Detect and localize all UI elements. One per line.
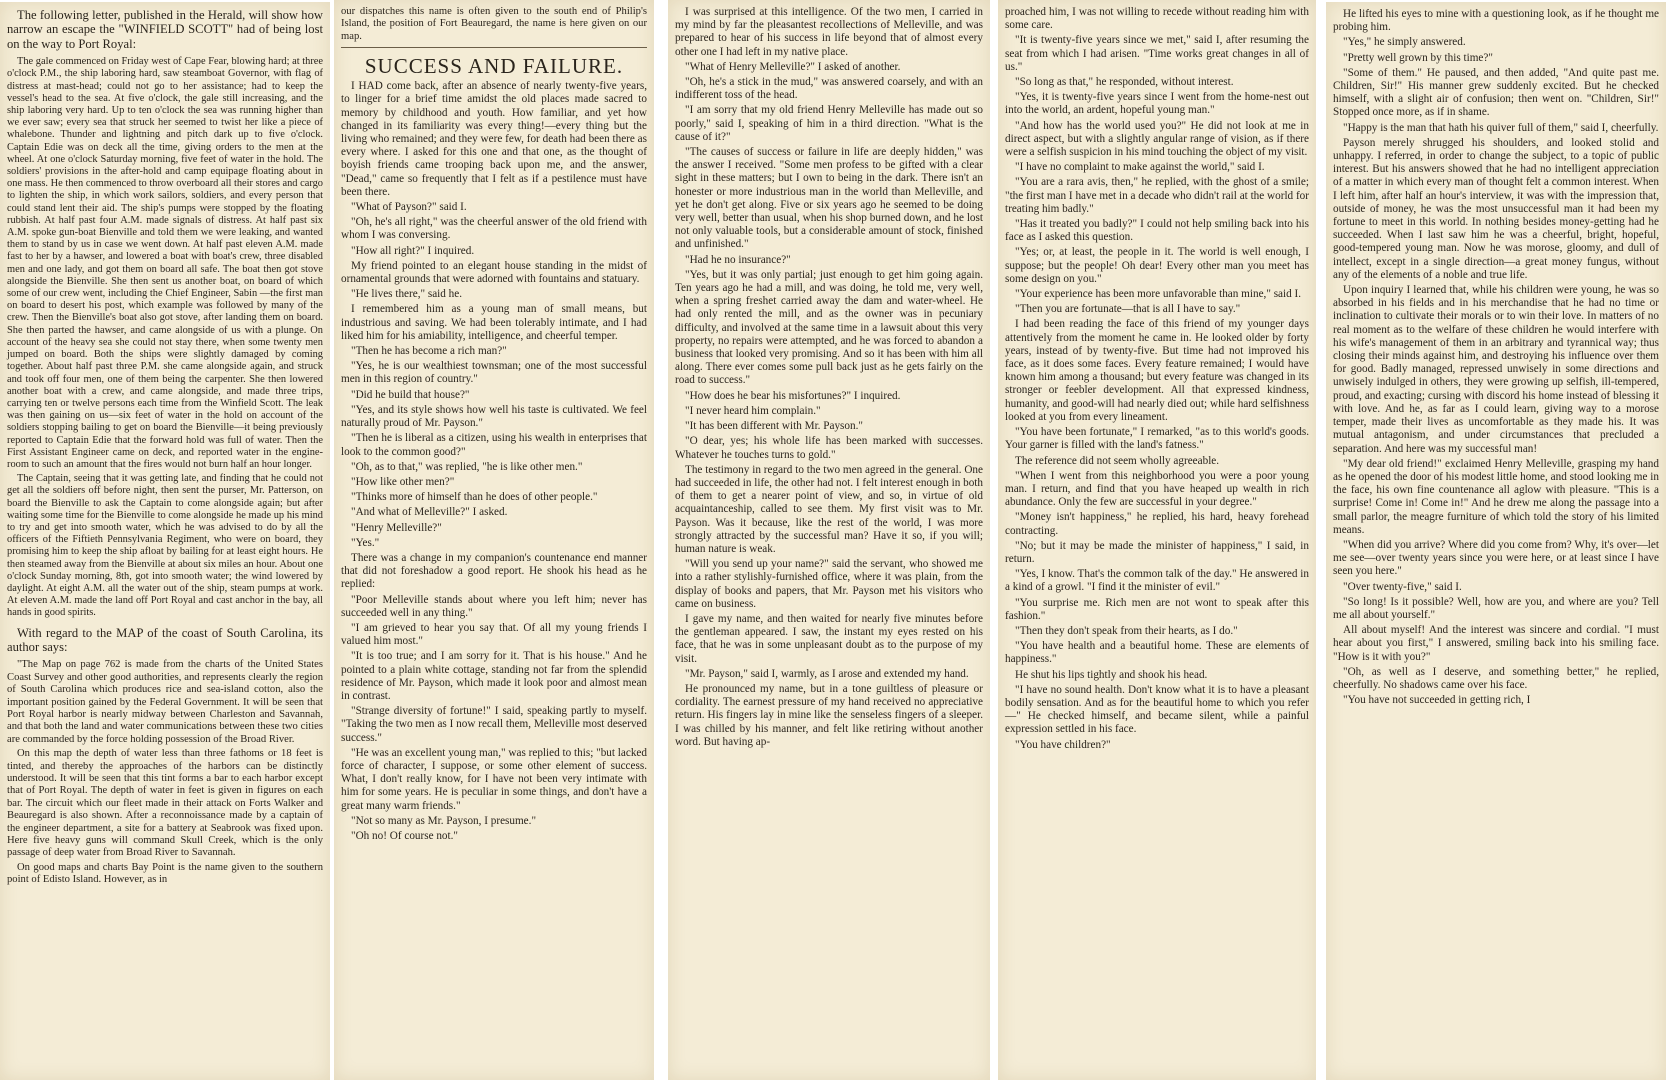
story-paragraph: "No; but it may be made the minister of happiness," I said, in return. <box>1005 539 1309 565</box>
story-paragraph: "You surprise me. Rich men are not wont to speak after this fashion." <box>1005 596 1309 622</box>
story-title: SUCCESS AND FAILURE. <box>364 54 624 79</box>
story-paragraph: "O dear, yes; his whole life has been marked with successes. Whatever he touches turns to gold." <box>675 435 983 461</box>
story-paragraph: "You have health and a beautiful home. These are elements of happiness." <box>1005 640 1309 666</box>
story-paragraph: "Yes, and its style shows how well his taste is cultivated. We feel naturally proud of Mr. Payson." <box>341 403 647 430</box>
story-paragraph: "You are a rara avis, then," he replied, with the ghost of a smile; "the first man I have met in a decade who didn't rail at the world for treating him badly." <box>1005 176 1309 215</box>
story-paragraph: "Pretty well grown by this time?" <box>1343 51 1493 64</box>
story-paragraph: "Over twenty-five," said I. <box>1343 580 1462 593</box>
story-paragraph: "I am sorry that my old friend Henry Melleville has made out so poorly," said I, speaking of him in a third direction. "What is the cause of it?" <box>675 104 983 143</box>
story-paragraph: "Henry Melleville?" <box>351 521 442 534</box>
letter-paragraph: The Captain, seeing that it was getting late, and finding that he could not get all the soldiers off before night, then sent the purser, Mr. Patterson, on board the Bienville to ask the Captain to come alongside again; but after waiting some time for the Bienville to come alongside he made up his mind to try and get into smooth water, which he was advised to do by all the officers of the Fiftieth Pennsylvania Regiment, who were on board, they promising him to keep the ship afloat by bailing for at least eight hours. He then steamed away from the Bienville at about six miles an hour. About one o'clock Sunday morning, 8th, got into smooth water; the wind lowered by daylight. At eight A.M. all the water out of the ship, steam pumps at work. At eleven A.M. made the land off Port Royal and cast anchor in the bay, all hands in good spirits. <box>7 473 323 619</box>
map-note-continued: our dispatches this name is often given to the south end of Philip's Island, the position of Fort Beauregard, the name is here given on our map. <box>341 6 647 42</box>
story-paragraph: "Yes; or, at least, the people in it. The world is well enough, I suppose; but the people! Oh dear! Every other man you meet has some design on you." <box>1005 246 1309 285</box>
story-paragraph: Upon inquiry I learned that, while his children were young, he was so absorbed in his fields and in his merchandise that he had no time or inclination to cultivate their morals or to win their love. In matters of no real moment as to the welfare of these children he would interfere with his wife's management of them in an arbitrary and tyrannical way; thus closing their minds against him, and destroying his influence over them for good. Badly managed, repressed unwisely in some directions and unwisely indulged in others, they were growing up selfish, ill-tempered, proud, and exacting; cursing with discord his home instead of blessing it with love. And he, as far as I could learn, giving way to a morose temper, made their lives as uncomfortable as they made his. It was mutual antagonism, and under circumstances that precluded a separation. And here was my successful man! <box>1333 284 1659 455</box>
story-paragraph: "How all right?" I inquired. <box>351 244 475 257</box>
story-paragraph: "You have children?" <box>1015 738 1111 751</box>
story-paragraph: "Then he is liberal as a citizen, using his wealth in enterprises that look to the common good?" <box>341 432 647 458</box>
story-paragraph: There was a change in my companion's countenance end manner that did not foreshadow a good report. He shook his head as he replied: <box>341 551 647 591</box>
story-paragraph: "He was an excellent young man," was replied to this; "but lacked force of character, I suppose, or some other element of success. What, I don't really know, for I have not been very intimate with him for some years. He is peculiar in some things, and don't have a great many warm friends." <box>341 746 647 812</box>
story-paragraph: "Oh, as well as I deserve, and something better," he replied, cheerfully. No shadows came over his face. <box>1333 665 1659 691</box>
story-paragraph: "Oh, he's a stick in the mud," was answered coarsely, and with an indifferent toss of the head. <box>675 76 983 102</box>
map-paragraph: On good maps and charts Bay Point is the name given to the southern point of Edisto Island. However, as in <box>7 861 323 886</box>
story-paragraph: "I never heard him complain." <box>685 404 821 417</box>
story-paragraph: I had been reading the face of this friend of my younger days attentively from the moment he came in. He looked older by forty years, instead of by twenty-five. But time had not improved his face, as it does some faces. Every feature remained; I would have known him among a thousand; but every feature was changed in its stronger or feebler development. All that expressed kindness, humanity, and good-will had nearly died out; while hard selfishness looked at you from every lineament. <box>1005 318 1309 423</box>
story-paragraph: "Not so many as Mr. Payson, I presume." <box>351 814 537 827</box>
story-paragraph: "When I went from this neighborhood you were a poor young man. I return, and find that you have heaped up wealth in rich abundance. Only the few are successful in your degree." <box>1005 469 1309 509</box>
story-paragraph: "Yes, it is twenty-five years since I went from the home-nest out into the world, an ardent, hopeful young man." <box>1005 91 1309 117</box>
story-paragraph: "So long as that," he responded, without interest. <box>1015 76 1234 89</box>
story-paragraph: "Had he no insurance?" <box>685 253 791 266</box>
letter-paragraph: The gale commenced on Friday west of Cape Fear, blowing hard; at three o'clock P.M., the ship laboring hard, saw steamboat Governor, with flag of distress at mast-head; could not go to her assistance; had to keep the vessel's head to the sea. At five o'clock, the gale still increasing, and the ship laboring very hard. Up to ten o'clock the sea was running higher than we ever saw; every sea that struck her seemed to twist her like a piece of whalebone. Thunder and lightning and pitch dark up to five o'clock. Captain Edie was on deck all the time, giving orders to the men at the wheel. At one o'clock Saturday morning, five feet of water in the hold. The soldiers' provisions in the after-hold and camp equipage floating about in one mass. He then commenced to throw overboard all their stores and cargo to lighten the ship, in which work sailors, soldiers, and every person that could stand lent their aid. The ship's pumps were stopped by the floating rubbish. At half past four A.M. made signals of distress. At half past six A.M. spoke gun-boat Bienville and told them we were leaking, and wanted them to stand by us in case we went down. At half past eleven A.M. made fast to her by a hawser, and lowered a boat with boat's crew, three disabled men and one lady, and got them on board all safe. The boat then got stove alongside the Bienville. She then sent us another boat, on board of which some of our crew went, including the Chief Engineer, Sabin —the first man on board to desert his post, which example was followed by many of the crew. Then the Bienville's boat also got stove, after landing them on board. She then parted the hawser, and came alongside of us with a plunge. On account of the heavy sea she could not stay there, when some twenty men jumped on board. Both the ships were slightly damaged by coming together. About half past three P.M. she came alongside again, and struck and took off four men, one of them being the carpenter. She then lowered another boat with a crew, and came alongside, and made three trips, carrying ten or twelve persons each time from the Winfield Scott. The leak was then gaining on us—six feet of water in the hold on account of the soldiers stopping bailing to get on board the Bienville—it being previously reported to Captain Edie that the forward hold was full of water. Then the First Assistant Engineer came on deck, and reported water in the engine-room to such an amount that the fires would not burn half an hour longer. <box>7 56 323 470</box>
story-paragraph: I was surprised at this intelligence. Of the two men, I carried in my mind by far the pleasantest recollections of Melleville, and was prepared to hear of his success in life beyond that of almost every other one I had left in my native place. <box>675 6 983 58</box>
story-paragraph: "Thinks more of himself than he does of other people." <box>351 491 598 504</box>
story-paragraph: "Then they don't speak from their hearts, as I do." <box>1015 624 1238 637</box>
story-paragraph: I gave my name, and then waited for nearly five minutes before the gentleman appeared. I saw, the instant my eyes rested on his face, that he was in some unpleasant doubt as to the purpose of my visit. <box>675 612 983 665</box>
map-intro: With regard to the MAP of the coast of South Carolina, its author says: <box>7 625 323 654</box>
clipping-column-4 <box>998 0 1316 1080</box>
story-paragraph: "The causes of success or failure in life are deeply hidden," was the answer I received. "Some men profess to be gifted with a clear sight in these matters; but I own to being in the dark. There isn't an honester or more industrious man in the world than Melleville, and yet he don't get along. Five or six years ago he seemed to be doing very well, better than usual, when his shop burned down, and he lost not only valuable tools, but a considerable amount of stock, finished and unfinished." <box>675 146 983 251</box>
story-paragraph: "How does he bear his misfortunes?" I inquired. <box>685 389 901 402</box>
story-paragraph: The reference did not seem wholly agreeable. <box>1015 454 1220 467</box>
story-paragraph: "I am grieved to hear you say that. Of all my young friends I valued him most." <box>341 621 647 648</box>
story-paragraph: "How like other men?" <box>351 475 455 488</box>
story-paragraph: "He lives there," said he. <box>351 288 463 301</box>
story-paragraph: "Did he build that house?" <box>351 388 470 401</box>
story-paragraph: "Yes." <box>351 536 380 549</box>
story-paragraph: My friend pointed to an elegant house standing in the midst of ornamental grounds that were adorned with fountains and statuary. <box>341 259 647 286</box>
story-paragraph: He lifted his eyes to mine with a questioning look, as if he thought me probing him. <box>1333 8 1659 34</box>
story-paragraph: "And how has the world used you?" He did not look at me in direct aspect, but with a slightly angular range of vision, as if there were a selfish suspicion in his mind touching the object of my visit. <box>1005 119 1309 159</box>
story-paragraph: "Will you send up your name?" said the servant, who showed me into a rather stylishly-furnished office, where it was plain, from the display of books and papers, that Mr. Payson met his visitors who came on business. <box>675 558 983 610</box>
story-paragraph: "Yes, I know. That's the common talk of the day." He answered in a kind of a growl. "I find it the minister of evil." <box>1005 568 1309 594</box>
story-paragraph: "Poor Melleville stands about where you left him; never has succeeded well in any thing." <box>341 593 647 619</box>
story-paragraph: "Strange diversity of fortune!" I said, speaking partly to myself. "Taking the two men as I now recall them, Melleville most deserved success." <box>341 705 647 744</box>
map-paragraph: On this map the depth of water less than three fathoms or 18 feet is tinted, and thereby the approaches of the harbors can be distinctly understood. It will be seen that this tint forms a bar to each harbor except that of Port Royal. The depth of water in feet is given in figures on each bar. The circuit which our fleet made in their attack on Forts Walker and Beauregard is also shown. After a reconnoissance made by a captain of the engineer department, a site for a battery at Seabrook was fixed upon. Here five heavy guns will command Skull Creek, which is the only passage of deep water from Broad River to Savannah. <box>7 748 323 859</box>
story-paragraph: "Has it treated you badly?" I could not help smiling back into his face as I asked this question. <box>1005 218 1309 244</box>
map-paragraph: "The Map on page 762 is made from the charts of the United States Coast Survey and other good authorities, and represents clearly the region of South Carolina which produces rice and sea-island cotton, also the important position gained by the Federal Government. It will be seen that Port Royal harbor is nearly midway between Charleston and Savannah, and that both the land and water communications between these two cities are commanded by the force holding possession of the Broad River. <box>7 659 323 745</box>
clipping-column-1 <box>0 2 330 1080</box>
story-paragraph: "You have not succeeded in getting rich, I <box>1343 694 1531 707</box>
story-paragraph: Payson merely shrugged his shoulders, and looked stolid and unhappy. I referred, in order to change the subject, to a topic of public interest. But his answers showed that he had no intelligent appreciation of a matter in which every man of thought felt a common interest. When I left him, after half an hour's interview, it was with the impression that, outside of money, he was the most unsuccessful man it had been my fortune to meet in this world. In nothing besides money-getting had he succeeded. When I last saw him he was a cheerful, bright, hopeful, good-tempered young man. Now he was morose, gloomy, and dull of intellect, except in a single direction—a great money fungus, without any of the elements of a noble and true life. <box>1333 136 1659 281</box>
story-paragraph: "Mr. Payson," said I, warmly, as I arose and extended my hand. <box>685 667 969 680</box>
story-paragraph: "What of Payson?" said I. <box>351 201 467 214</box>
story-paragraph: "I have no complaint to make against the world," said I. <box>1015 161 1265 174</box>
story-paragraph: "Money isn't happiness," he replied, his hard, heavy forehead contracting. <box>1005 511 1309 537</box>
story-paragraph: "So long! Is it possible? Well, how are you, and where are you? Tell me all about yourself." <box>1333 595 1659 621</box>
story-paragraph: He shut his lips tightly and shook his head. <box>1015 668 1208 681</box>
story-paragraph: "Yes," he simply answered. <box>1343 36 1466 49</box>
section-divider <box>341 47 647 48</box>
story-paragraph: "It has been different with Mr. Payson." <box>685 420 863 433</box>
letter-intro: The following letter, published in the Herald, will show how narrow an escape the "WINFIELD SCOTT" had of being lost on the way to Port Royal: <box>7 8 323 51</box>
story-paragraph: "Yes, he is our wealthiest townsman; one of the most successful men in this region of country." <box>341 360 647 386</box>
story-paragraph: I remembered him as a young man of small means, but industrious and saving. We had been tolerably intimate, and I had liked him for his amiability, intelligence, and cheerful temper. <box>341 303 647 342</box>
story-paragraph: "When did you arrive? Where did you come from? Why, it's over—let me see—over twenty years since you were here, or at least since I have seen you here." <box>1333 538 1659 578</box>
story-paragraph: "Oh no! Of course not." <box>351 829 459 842</box>
clipping-column-2 <box>334 0 654 1080</box>
story-paragraph: "What of Henry Melleville?" I asked of another. <box>685 60 901 73</box>
story-paragraph: "Some of them." He paused, and then added, "And quite past me. Children, Sir!" His manner grew suddenly excited. But he checked himself, with a slight air of confusion; then went on. "Children, Sir!" Stopped once more, as if in shame. <box>1333 66 1659 119</box>
story-paragraph: "It is twenty-five years since we met," said I, after resuming the seat from which I had arisen. "Time works great changes in all of us." <box>1005 34 1309 73</box>
story-paragraph: proached him, I was not willing to recede without reading him with some care. <box>1005 6 1309 32</box>
clipping-column-5 <box>1326 2 1666 1080</box>
story-paragraph: "Your experience has been more unfavorable than mine," said I. <box>1015 288 1302 301</box>
story-paragraph: The testimony in regard to the two men agreed in the general. One had succeeded in life, the other had not. I felt interest enough in both of them to get a nearer point of view, and so, in virtue of old acquaintanceship, called to see them. My first visit was to Mr. Payson. Was it because, like the rest of the world, I was more strongly attracted by the successful man? Have it so, if you will; human nature is weak. <box>675 463 983 555</box>
clipping-column-3 <box>668 0 990 1080</box>
story-paragraph: "Then you are fortunate—that is all I have to say." <box>1015 303 1241 316</box>
story-paragraph: "Oh, he's all right," was the cheerful answer of the old friend with whom I was conversing. <box>341 216 647 242</box>
story-paragraph: "My dear old friend!" exclaimed Henry Melleville, grasping my hand as he opened the door of his modest little home, and stood looking me in the face, his own fine countenance all aglow with pleasure. "This is a surprise! Come in! Come in!" And he drew me along the passage into a small parlor, the meagre furniture of which told the story of his limited means. <box>1333 457 1659 536</box>
story-paragraph: "Yes, but it was only partial; just enough to get him going again. Ten years ago he had a mill, and was doing, he told me, very well, when a spring freshet carried away the dam and water-wheel. He had only rented the mill, and as the owner was in pecuniary difficulty, and involved at the same time in a lawsuit about this very property, no repairs were attempted, and he was forced to abandon a business that looked very promising. And so it has been with him all along. There ever comes some pull back just as he gets fairly on the road to success." <box>675 268 983 387</box>
story-paragraph: "Then he has become a rich man?" <box>351 345 507 358</box>
story-paragraph: "Oh, as to that," was replied, "he is like other men." <box>351 460 583 473</box>
story-paragraph: "And what of Melleville?" I asked. <box>351 506 508 519</box>
story-paragraph: All about myself! And the interest was sincere and cordial. "I must hear about you first," I answered, smiling back into his smiling face. "How is it with you?" <box>1333 624 1659 663</box>
story-paragraph: "It is too true; and I am sorry for it. That is his house." And he pointed to a plain white cottage, standing not far from the splendid residence of Mr. Payson, which made it look poor and almost mean in contrast. <box>341 650 647 702</box>
story-paragraph: He pronounced my name, but in a tone guiltless of pleasure or cordiality. The earnest pressure of my hand received no appreciative return. His fingers lay in mine like the senseless fingers of a sleeper. I was chilled by his manner, and felt like retiring without another word. But having ap- <box>675 682 983 748</box>
story-paragraph: "I have no sound health. Don't know what it is to have a pleasant bodily sensation. And as for the beautiful home to which you refer—" He checked himself, and became silent, while a painful expression settled in his face. <box>1005 683 1309 736</box>
story-paragraph: "You have been fortunate," I remarked, "as to this world's goods. Your garner is filled with the land's fatness." <box>1005 426 1309 452</box>
story-paragraph: I HAD come back, after an absence of nearly twenty-five years, to linger for a brief time amidst the old places made sacred to memory by childhood and youth. How familiar, and yet how changed in its familiarity was every thing!—every thing but the living who remained; and they were few, for death had been there as every where. I asked for this one and that one, as the thought of boyish friends came trooping back upon me, and the answer, "Dead," came so frequently that I felt as if a pestilence must have been there. <box>341 80 647 198</box>
story-paragraph: "Happy is the man that hath his quiver full of them," said I, cheerfully. <box>1343 121 1659 134</box>
